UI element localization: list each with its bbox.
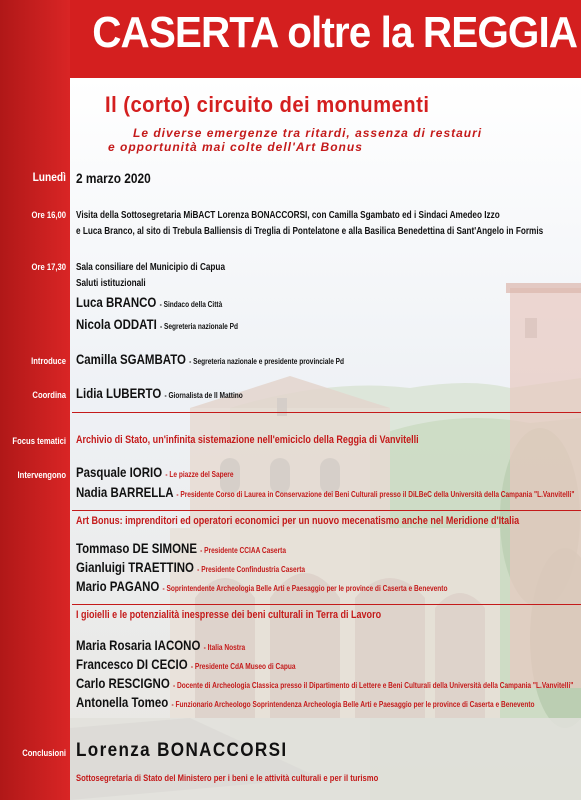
speaker-di-cecio [76, 656, 296, 672]
speaker-name: Mario PAGANO [76, 578, 160, 594]
interventi-label: Intervengono [17, 470, 66, 480]
speaker-name: Tommaso DE SIMONE [76, 540, 197, 556]
speaker-role: - Presidente Confindustria Caserta [197, 565, 306, 574]
speaker-rescigno [76, 675, 573, 691]
speaker-name: Nicola ODDATI [76, 316, 157, 332]
coordina-speaker [76, 385, 243, 401]
speaker-name: Antonella Tomeo [76, 694, 169, 710]
speaker-barrella [76, 484, 574, 500]
conclusioni-speaker-name: Lorenza BONACCORSI [76, 740, 288, 761]
speaker-name: Gianluigi TRAETTINO [76, 559, 194, 575]
speaker-role: - Segreteria nazionale e presidente provinciale Pd [189, 357, 345, 366]
introduce-label: Introduce [31, 356, 66, 366]
left-band [0, 0, 70, 800]
speaker-iacono [76, 637, 245, 653]
speaker-name: Pasquale IORIO [76, 464, 163, 480]
speaker-name: Nadia BARRELLA [76, 484, 174, 500]
speaker-role: - Segreteria nazionale Pd [159, 322, 239, 331]
introduce-speaker [76, 351, 344, 367]
speaker-role: - Presidente CCIAA Caserta [200, 546, 286, 555]
focus-label: Focus tematici [12, 436, 66, 446]
visit-time-label: Ore 16,00 [31, 210, 66, 220]
speaker-de-simone [76, 540, 286, 556]
speaker-name: Lidia LUBERTO [76, 385, 162, 401]
topic-title-3: I gioielli e le potenzialità inespresse dei beni culturali in Terra di Lavoro [76, 609, 382, 621]
speaker-name: Camilla SGAMBATO [76, 351, 186, 367]
speaker-role: - Giornalista de Il Mattino [164, 391, 243, 400]
speaker-pagano [76, 578, 447, 594]
topic-title-2: Art Bonus: imprenditori ed operatori economici per un nuovo mecenatismo anche nel Meridione d'Italia [76, 515, 520, 527]
coordina-label: Coordina [32, 390, 66, 400]
conclusioni-label: Conclusioni [22, 748, 66, 758]
topic-separator [72, 604, 581, 605]
speaker-name: Francesco DI CECIO [76, 656, 188, 672]
speaker-name: Carlo RESCIGNO [76, 675, 170, 691]
speaker-name: Luca BRANCO [76, 294, 157, 310]
topic-title-1: Archivio di Stato, un'infinita sistemazione nell'emiciclo della Reggia di Vanvitelli [76, 434, 419, 446]
meeting-venue: Sala consiliare del Municipio di Capua [76, 262, 226, 273]
event-date: 2 marzo 2020 [76, 170, 151, 186]
speaker-oddati [76, 316, 238, 332]
speaker-role: - Soprintendente Archeologia Belle Arti e Paesaggio per le province di Caserta e Benevento [162, 584, 448, 593]
event-subtitle: Il (corto) circuito dei monumenti [105, 92, 430, 117]
speaker-iorio [76, 464, 234, 480]
topic-separator [72, 510, 581, 511]
speaker-role: - Le piazze del Sapere [165, 470, 234, 479]
speaker-role: - Presidente Corso di Laurea in Conservazione dei Beni Culturali presso il DiLBeC della Università della Campania "L.Vanvitelli" [176, 490, 575, 499]
meeting-time-label: Ore 17,30 [31, 262, 66, 272]
speaker-tomeo [76, 694, 535, 710]
speaker-branco [76, 294, 222, 310]
speaker-role: - Docente di Archeologia Classica presso il Dipartimento di Lettere e Beni Culturali della Università della Campania "L.Vanvitelli" [172, 681, 574, 690]
speaker-role: - Italia Nostra [203, 643, 246, 652]
day-label: Lunedì [32, 170, 66, 184]
topic-separator [72, 412, 581, 413]
visit-line-1: Visita della Sottosegretaria MiBACT Lorenza BONACCORSI, con Camilla Sgambato ed i Sindaci Amedeo Izzo [76, 210, 500, 221]
speaker-role: - Presidente CdA Museo di Capua [190, 662, 296, 671]
tagline-line-2: e opportunità mai colte dell'Art Bonus [108, 140, 363, 154]
speaker-traettino [76, 559, 305, 575]
visit-line-2: e Luca Branco, al sito di Trebula Balliensis di Treglia di Pontelatone e alla Basilica Benedettina di Sant'Angelo in Formis [76, 226, 544, 237]
speaker-name: Maria Rosaria IACONO [76, 637, 201, 653]
conclusioni-speaker-role: Sottosegretaria di Stato del Ministero per i beni e le attività culturali e per il turismo [76, 773, 379, 783]
poster-title: CASERTA oltre la REGGIA [92, 8, 578, 57]
speaker-role: - Funzionario Archeologo Soprintendenza Archeologia Belle Arti e Paesaggio per le province di Caserta e Benevento [171, 700, 535, 709]
speaker-role: - Sindaco della Città [159, 300, 223, 309]
tagline-line-1: Le diverse emergenze tra ritardi, assenza di restauri [133, 126, 483, 140]
greetings-label: Saluti istituzionali [76, 278, 146, 289]
